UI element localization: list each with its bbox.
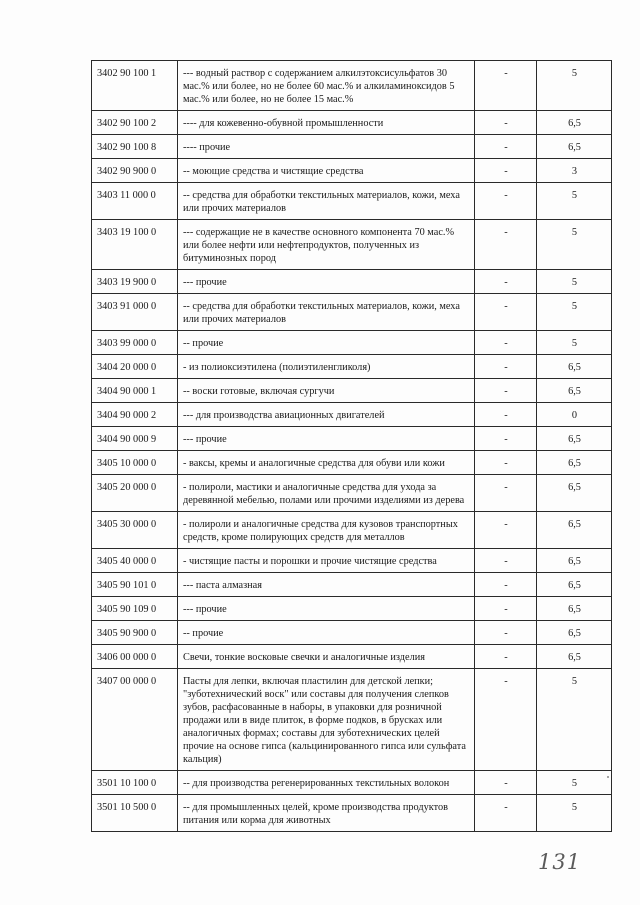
- description-cell: --- водный раствор с содержанием алкилэтоксисульфатов 30 мас.% или более, но не более 60 мас.% и алкиламиноксидов 5 мас.% или более, но не более 15 мас.%: [178, 61, 475, 111]
- rate-cell: 0: [537, 403, 612, 427]
- description-cell: --- содержащие не в качестве основного компонента 70 мас.% или более нефти или нефтепродуктов, полученных из битуминозных пород: [178, 220, 475, 270]
- rate-cell: 6,5: [537, 111, 612, 135]
- table-row: [92, 135, 612, 159]
- description-cell: - ваксы, кремы и аналогичные средства для обуви или кожи: [178, 451, 475, 475]
- description-cell: -- прочие: [178, 621, 475, 645]
- unit-cell: -: [475, 159, 537, 183]
- table-row: [92, 771, 612, 795]
- table-row: [92, 270, 612, 294]
- rate-cell: 5: [537, 294, 612, 331]
- table-row: [92, 795, 612, 832]
- tariff-table: [91, 60, 612, 832]
- code-cell: 3404 90 000 9: [92, 427, 178, 451]
- code-cell: 3406 00 000 0: [92, 645, 178, 669]
- description-cell: --- прочие: [178, 270, 475, 294]
- rate-cell: 5: [537, 61, 612, 111]
- rate-cell: 6,5: [537, 427, 612, 451]
- description-cell: --- для производства авиационных двигателей: [178, 403, 475, 427]
- rate-cell: 6,5: [537, 355, 612, 379]
- rate-cell: 6,5: [537, 573, 612, 597]
- code-cell: 3501 10 100 0: [92, 771, 178, 795]
- code-cell: 3405 90 109 0: [92, 597, 178, 621]
- rate-cell: 6,5: [537, 475, 612, 512]
- code-cell: 3405 90 101 0: [92, 573, 178, 597]
- code-cell: 3403 11 000 0: [92, 183, 178, 220]
- tariff-table-body: [92, 61, 612, 832]
- unit-cell: -: [475, 379, 537, 403]
- table-row: [92, 475, 612, 512]
- description-cell: --- паста алмазная: [178, 573, 475, 597]
- rate-cell: 5: [537, 220, 612, 270]
- unit-cell: -: [475, 331, 537, 355]
- code-cell: 3405 20 000 0: [92, 475, 178, 512]
- rate-cell: 5: [537, 795, 612, 832]
- rate-cell: 5: [537, 183, 612, 220]
- unit-cell: -: [475, 771, 537, 795]
- table-row: [92, 427, 612, 451]
- unit-cell: -: [475, 270, 537, 294]
- code-cell: 3501 10 500 0: [92, 795, 178, 832]
- rate-cell: 6,5: [537, 549, 612, 573]
- description-cell: -- для производства регенерированных текстильных волокон: [178, 771, 475, 795]
- description-cell: Свечи, тонкие восковые свечки и аналогичные изделия: [178, 645, 475, 669]
- table-row: [92, 61, 612, 111]
- rate-cell: 5: [537, 771, 612, 795]
- code-cell: 3403 91 000 0: [92, 294, 178, 331]
- handwritten-page-number: 131: [538, 850, 582, 874]
- code-cell: 3405 90 900 0: [92, 621, 178, 645]
- description-cell: --- прочие: [178, 597, 475, 621]
- unit-cell: -: [475, 573, 537, 597]
- unit-cell: -: [475, 355, 537, 379]
- code-cell: 3403 99 000 0: [92, 331, 178, 355]
- description-cell: -- средства для обработки текстильных материалов, кожи, меха или прочих материалов: [178, 183, 475, 220]
- unit-cell: -: [475, 621, 537, 645]
- table-row: [92, 621, 612, 645]
- unit-cell: -: [475, 451, 537, 475]
- code-cell: 3404 20 000 0: [92, 355, 178, 379]
- code-cell: 3405 40 000 0: [92, 549, 178, 573]
- description-cell: - из полиоксиэтилена (полиэтиленгликоля): [178, 355, 475, 379]
- unit-cell: -: [475, 61, 537, 111]
- rate-cell: 6,5: [537, 645, 612, 669]
- table-row: [92, 573, 612, 597]
- code-cell: 3404 90 000 1: [92, 379, 178, 403]
- table-row: [92, 549, 612, 573]
- unit-cell: -: [475, 427, 537, 451]
- rate-cell: 6,5: [537, 621, 612, 645]
- table-row: [92, 331, 612, 355]
- description-cell: -- прочие: [178, 331, 475, 355]
- unit-cell: -: [475, 795, 537, 832]
- table-row: [92, 220, 612, 270]
- description-cell: - чистящие пасты и порошки и прочие чистящие средства: [178, 549, 475, 573]
- code-cell: 3405 30 000 0: [92, 512, 178, 549]
- unit-cell: -: [475, 669, 537, 771]
- rate-cell: 6,5: [537, 135, 612, 159]
- code-cell: 3402 90 100 1: [92, 61, 178, 111]
- scan-artifact: [607, 776, 609, 778]
- rate-cell: 5: [537, 331, 612, 355]
- rate-cell: 6,5: [537, 451, 612, 475]
- rate-cell: 6,5: [537, 379, 612, 403]
- unit-cell: -: [475, 512, 537, 549]
- description-cell: - полироли и аналогичные средства для кузовов транспортных средств, кроме полирующих средств для металлов: [178, 512, 475, 549]
- unit-cell: -: [475, 645, 537, 669]
- unit-cell: -: [475, 403, 537, 427]
- unit-cell: -: [475, 135, 537, 159]
- code-cell: 3402 90 900 0: [92, 159, 178, 183]
- code-cell: 3403 19 900 0: [92, 270, 178, 294]
- rate-cell: 6,5: [537, 597, 612, 621]
- unit-cell: -: [475, 549, 537, 573]
- table-row: [92, 669, 612, 771]
- code-cell: 3402 90 100 8: [92, 135, 178, 159]
- table-row: [92, 645, 612, 669]
- description-cell: - полироли, мастики и аналогичные средства для ухода за деревянной мебелью, полами или прочими изделиями из дерева: [178, 475, 475, 512]
- code-cell: 3402 90 100 2: [92, 111, 178, 135]
- rate-cell: 5: [537, 270, 612, 294]
- description-cell: Пасты для лепки, включая пластилин для детской лепки; "зуботехнический воск" или составы для получения слепков зубов, расфасованные в наборы, в упаковки для розничной продажи или в виде плиток, в форме подков, в брусках или аналогичных формах; составы для зуботехнических целей прочие на основе гипса (кальцинированного гипса или сульфата кальция): [178, 669, 475, 771]
- table-row: [92, 403, 612, 427]
- description-cell: ---- прочие: [178, 135, 475, 159]
- unit-cell: -: [475, 220, 537, 270]
- table-row: [92, 379, 612, 403]
- table-row: [92, 597, 612, 621]
- table-row: [92, 355, 612, 379]
- rate-cell: 3: [537, 159, 612, 183]
- table-row: [92, 451, 612, 475]
- description-cell: -- моющие средства и чистящие средства: [178, 159, 475, 183]
- description-cell: --- прочие: [178, 427, 475, 451]
- table-row: [92, 159, 612, 183]
- unit-cell: -: [475, 294, 537, 331]
- code-cell: 3405 10 000 0: [92, 451, 178, 475]
- code-cell: 3404 90 000 2: [92, 403, 178, 427]
- code-cell: 3407 00 000 0: [92, 669, 178, 771]
- rate-cell: 6,5: [537, 512, 612, 549]
- description-cell: ---- для кожевенно-обувной промышленности: [178, 111, 475, 135]
- unit-cell: -: [475, 475, 537, 512]
- description-cell: -- воски готовые, включая сургучи: [178, 379, 475, 403]
- rate-cell: 5: [537, 669, 612, 771]
- unit-cell: -: [475, 597, 537, 621]
- description-cell: -- средства для обработки текстильных материалов, кожи, меха или прочих материалов: [178, 294, 475, 331]
- unit-cell: -: [475, 183, 537, 220]
- table-row: [92, 294, 612, 331]
- unit-cell: -: [475, 111, 537, 135]
- table-row: [92, 183, 612, 220]
- code-cell: 3403 19 100 0: [92, 220, 178, 270]
- table-row: [92, 111, 612, 135]
- description-cell: -- для промышленных целей, кроме производства продуктов питания или корма для животных: [178, 795, 475, 832]
- table-row: [92, 512, 612, 549]
